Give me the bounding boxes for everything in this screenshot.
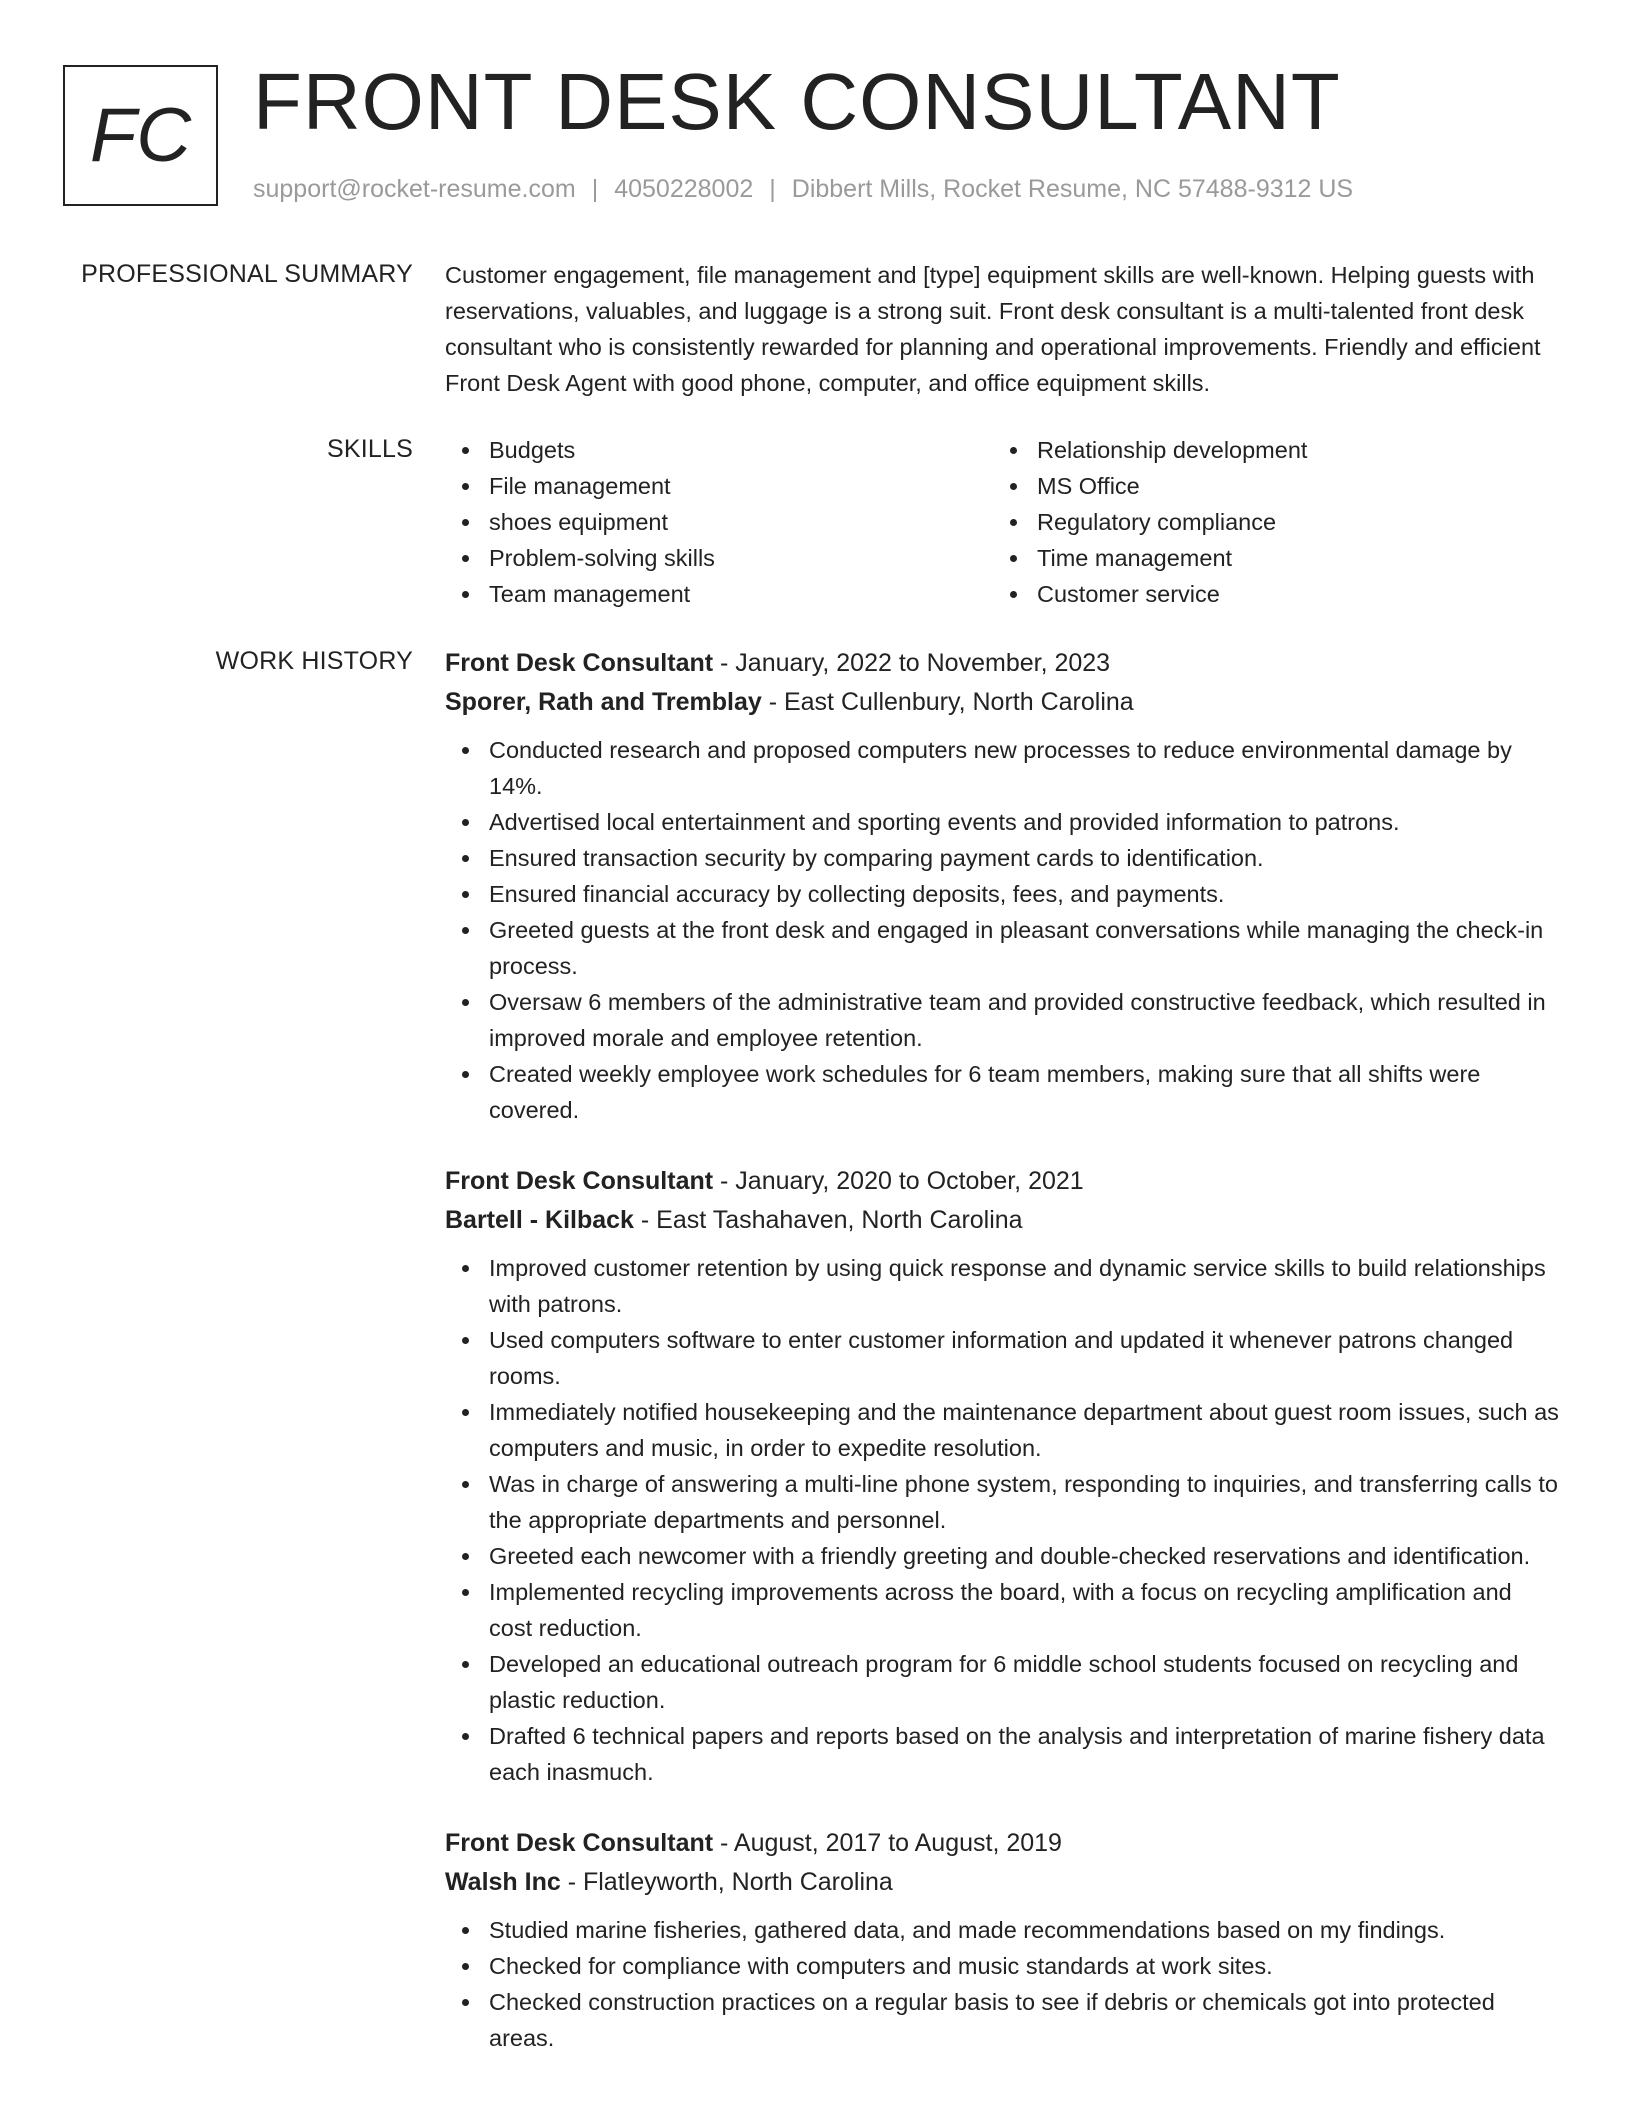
job-title: Front Desk Consultant [445, 1829, 714, 1857]
job-dates: - January, 2022 to November, 2023 [713, 649, 1111, 677]
job-bullet: Was in charge of answering a multi-line phone system, responding to inquiries, and transferring calls to the appropriate departments and personnel. [445, 1466, 1560, 1538]
skill-item: Time management [993, 540, 1541, 576]
contact-separator: | [769, 175, 776, 203]
job-bullet: Greeted each newcomer with a friendly greeting and double-checked reservations and identification. [445, 1538, 1560, 1574]
contact-line [253, 173, 1353, 205]
job-bullet: Studied marine fisheries, gathered data, and made recommendations based on my findings. [445, 1912, 1560, 1948]
job-bullets [445, 1912, 1560, 2056]
job-bullet: Ensured financial accuracy by collecting deposits, fees, and payments. [445, 876, 1560, 912]
contact-email[interactable]: support@rocket-resume.com [253, 175, 576, 203]
job-entry [445, 1824, 1560, 2056]
job-location: - East Tashahaven, North Carolina [633, 1206, 1023, 1234]
job-bullet: Improved customer retention by using quick response and dynamic service skills to build relationships with patrons. [445, 1250, 1560, 1322]
skill-item: Customer service [993, 576, 1541, 612]
contact-address: Dibbert Mills, Rocket Resume, NC 57488-9312 US [791, 175, 1354, 203]
skill-item: shoes equipment [445, 504, 993, 540]
job-company-line [445, 1863, 1560, 1902]
skill-item: Regulatory compliance [993, 504, 1541, 540]
skill-item: Budgets [445, 432, 993, 468]
job-bullets [445, 1250, 1560, 1790]
job-title: Front Desk Consultant [445, 649, 714, 677]
skill-item: MS Office [993, 468, 1541, 504]
contact-phone[interactable]: 4050228002 [614, 175, 754, 203]
job-bullet: Oversaw 6 members of the administrative team and provided constructive feedback, which resulted in improved morale and employee retention. [445, 984, 1560, 1056]
job-bullet: Conducted research and proposed computers new processes to reduce environmental damage by 14%. [445, 732, 1560, 804]
job-bullet: Immediately notified housekeeping and the maintenance department about guest room issues, such as computers and music, in order to expedite resolution. [445, 1394, 1560, 1466]
job-company-line [445, 1201, 1560, 1240]
job-bullet: Checked for compliance with computers and music standards at work sites. [445, 1948, 1560, 1984]
monogram-box [63, 65, 218, 206]
section-label-work: WORK HISTORY [215, 647, 413, 675]
skills-list-right [993, 432, 1541, 612]
skill-item: Team management [445, 576, 993, 612]
contact-separator: | [591, 175, 599, 203]
job-company: Walsh Inc [445, 1868, 561, 1896]
job-company: Bartell - Kilback [445, 1206, 634, 1234]
job-location: - Flatleyworth, North Carolina [560, 1868, 893, 1896]
job-title-line [445, 644, 1560, 683]
job-bullet: Used computers software to enter customer information and updated it whenever patrons changed rooms. [445, 1322, 1560, 1394]
skills-list-left [445, 432, 993, 612]
skill-item: Relationship development [993, 432, 1541, 468]
job-entry [445, 644, 1560, 1128]
monogram-initials: FC [89, 93, 192, 178]
job-company-line [445, 683, 1560, 722]
job-company: Sporer, Rath and Tremblay [445, 688, 762, 716]
skill-item: Problem-solving skills [445, 540, 993, 576]
resume-title: FRONT DESK CONSULTANT [253, 57, 1341, 146]
job-location: - East Cullenbury, North Carolina [761, 688, 1134, 716]
summary-text: Customer engagement, file management and [type] equipment skills are well-known. Helping guests with reservations, valuables, and luggage is a strong suit. Front desk consultant is a multi-talented front desk consultant who is consistently rewarded for planning and operational improvements. Friendly and efficient Front Desk Agent with good phone, computer, and office equipment skills. [445, 262, 1541, 396]
skill-item: File management [445, 468, 993, 504]
job-bullet: Drafted 6 technical papers and reports based on the analysis and interpretation of marine fishery data each inasmuch. [445, 1718, 1560, 1790]
job-bullet: Checked construction practices on a regular basis to see if debris or chemicals got into protected areas. [445, 1984, 1560, 2056]
job-dates: - January, 2020 to October, 2021 [713, 1167, 1084, 1195]
job-bullet: Advertised local entertainment and sporting events and provided information to patrons. [445, 804, 1560, 840]
job-title-line [445, 1824, 1560, 1863]
job-bullet: Implemented recycling improvements across the board, with a focus on recycling amplification and cost reduction. [445, 1574, 1560, 1646]
job-bullet: Created weekly employee work schedules for 6 team members, making sure that all shifts were covered. [445, 1056, 1560, 1128]
job-bullet: Greeted guests at the front desk and engaged in pleasant conversations while managing the check-in process. [445, 912, 1560, 984]
job-bullets [445, 732, 1560, 1128]
job-dates: - August, 2017 to August, 2019 [713, 1829, 1062, 1857]
job-bullet: Developed an educational outreach program for 6 middle school students focused on recycling and plastic reduction. [445, 1646, 1560, 1718]
job-bullet: Ensured transaction security by comparing payment cards to identification. [445, 840, 1560, 876]
job-title-line [445, 1162, 1560, 1201]
section-label-summary: PROFESSIONAL SUMMARY [81, 260, 413, 288]
job-title: Front Desk Consultant [445, 1167, 714, 1195]
job-entry [445, 1162, 1560, 1790]
section-label-skills: SKILLS [327, 435, 413, 463]
